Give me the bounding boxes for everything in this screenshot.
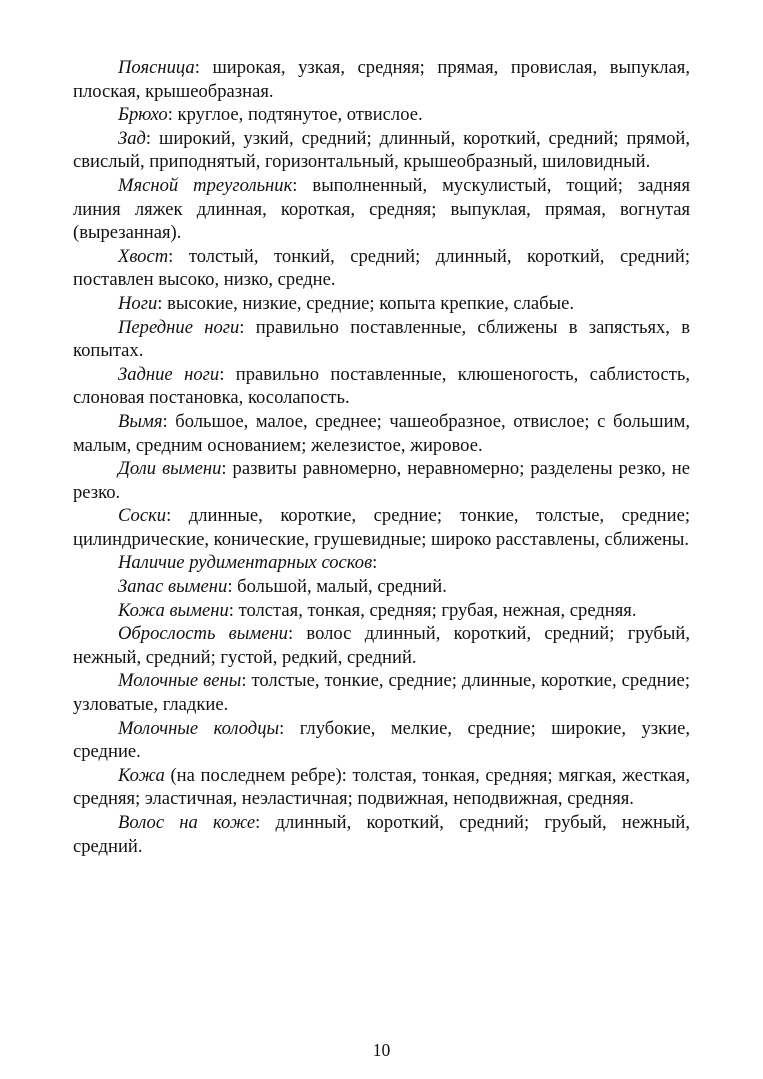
page-number: 10: [372, 1040, 391, 1060]
term: Молочные колодцы: [118, 717, 280, 739]
entry-front-legs: [73, 316, 690, 363]
entry-teats: [73, 504, 690, 551]
description: : глубокие, мелкие, средние; широкие, узкие, средние.: [73, 717, 690, 763]
entry-hind-legs: [73, 363, 690, 410]
term: Кожа: [118, 764, 165, 786]
entry-udder-hair: [73, 622, 690, 669]
description: : толстый, тонкий, средний; длинный, короткий, средний; поставлен высоко, низко, средне.: [73, 245, 690, 291]
entry-udder-lobes: [73, 457, 690, 504]
description: : круглое, подтянутое, отвислое.: [167, 104, 423, 126]
entry-tail: [73, 245, 690, 292]
description: : толстые, тонкие, средние; длинные, короткие, средние; узловатые, гладкие.: [73, 670, 690, 716]
term: Поясница: [118, 57, 195, 78]
description: : правильно поставленные, клюшеногость, саблистость, слоновая постановка, косолапость.: [73, 363, 690, 409]
term: Зад: [118, 127, 146, 149]
entry-rump: [73, 127, 690, 174]
description: : волос длинный, короткий, средний; грубый, нежный, средний; густой, редкий, средний.: [73, 623, 690, 668]
entry-udder: [73, 410, 690, 457]
entry-skin: [73, 764, 690, 811]
description: : длинный, короткий, средний; грубый, нежный, средний.: [73, 812, 690, 857]
description: : широкая, узкая, средняя; прямая, провислая, выпуклая, плоская, крышеобразная.: [73, 57, 690, 102]
description: : развиты равномерно, неравномерно; разделены резко, не резко.: [73, 458, 690, 503]
term: Передние ноги: [118, 316, 240, 338]
term: Соски: [118, 505, 167, 527]
term: Кожа вымени: [118, 599, 229, 621]
entry-legs: [73, 292, 690, 316]
entry-rudimentary-teats: [73, 551, 690, 575]
term: Вымя: [118, 410, 163, 432]
description: : большой, малый, средний.: [227, 576, 447, 598]
description: : длинные, короткие, средние; тонкие, толстые, средние; цилиндрические, конические, грушевидные; широко расставлены, сближены.: [73, 505, 690, 550]
entry-skin-hair: [73, 811, 690, 858]
term: Ноги: [118, 292, 158, 314]
term: Оброслость вымени: [118, 623, 288, 645]
term: Доли вымени: [118, 458, 222, 480]
entry-udder-skin: [73, 599, 690, 623]
description: : большое, малое, среднее; чашеобразное, отвислое; с большим, малым, средним основанием; железистое, жировое.: [73, 410, 690, 456]
term: Хвост: [118, 245, 169, 267]
term: Запас вымени: [118, 576, 228, 598]
entry-belly: [73, 103, 690, 127]
entry-lumbar: [73, 56, 690, 103]
description: : правильно поставленные, сближены в запястьях, в копытах.: [73, 316, 691, 362]
entry-udder-reserve: [73, 575, 690, 599]
term: Молочные вены: [118, 670, 242, 692]
entry-meat-triangle: [73, 174, 690, 245]
term: Задние ноги: [118, 363, 220, 385]
description: : высокие, низкие, средние; копыта крепкие, слабые.: [157, 292, 575, 314]
description: :: [372, 552, 378, 574]
term: Волос на коже: [118, 812, 256, 833]
description: (на последнем ребре): толстая, тонкая, средняя; мягкая, жесткая, средняя; эластичная, неэластичная; подвижная, неподвижная, средняя.: [73, 764, 690, 810]
description: : выполненный, мускулистый, тощий; задняя линия ляжек длинная, короткая, средняя; выпуклая, прямая, вогнутая (вырезанная).: [73, 174, 690, 244]
description: : широкий, узкий, средний; длинный, короткий, средний; прямой, свислый, приподнятый, горизонтальный, крышеобразный, шиловидный.: [73, 127, 690, 173]
entry-milk-wells: [73, 717, 690, 764]
term: Мясной треугольник: [118, 174, 293, 196]
entry-milk-veins: [73, 669, 690, 716]
description: : толстая, тонкая, средняя; грубая, нежная, средняя.: [228, 599, 637, 621]
term: Наличие рудиментарных сосков: [118, 552, 373, 574]
term: Брюхо: [118, 104, 168, 126]
document-body: [73, 56, 690, 858]
